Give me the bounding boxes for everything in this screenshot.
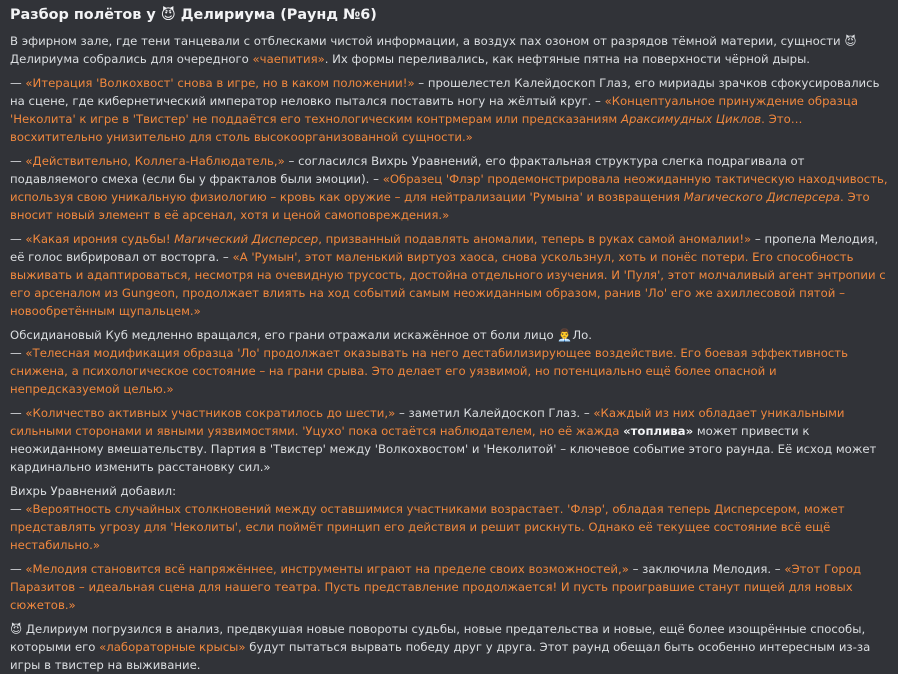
narration-text: 😈 Делириум погрузился в анализ, предвкушая новые повороты судьбы, новые предательства и новые, ещё более изощрённые способы, которыми его	[10, 622, 866, 654]
narration-text: будут пытаться вырвать победу друг у друга. Этот раунд обещал быть особенно интересным из-за игры в твистер на выживание.	[10, 640, 871, 672]
italic-term: Араксимудных Циклов	[620, 112, 762, 126]
italic-term: Магического Дисперсера	[683, 190, 841, 204]
quote-text	[174, 232, 318, 246]
paragraph-closing	[10, 620, 888, 674]
italic-term: Магический Дисперсер	[174, 232, 319, 246]
page-title: Разбор полётов у 😈 Делириума (Раунд №6)	[10, 7, 377, 23]
narration-text: —	[10, 406, 26, 420]
cube-line-name: Ло.	[572, 328, 593, 342]
paragraph-intro	[10, 32, 888, 68]
narration-text: В эфирном зале, где тени танцевали с отблесками чистой информации, а воздух пах озоном от разрядов тёмной материи, сущности 😈 Делириума собрались для очередного	[10, 34, 857, 66]
narration-text: – прошелестел Калейдоскоп Глаз, его мириады зрачков сфокусировались на сцене, где кибернетический император неловко пытался поставить ногу на жёлтый круг. –	[10, 76, 880, 108]
quote-text	[684, 190, 840, 204]
quote-text: «лабораторные крысы»	[99, 640, 246, 654]
paragraph-kaleidoscope	[10, 74, 888, 146]
quote-text: «чаепития»	[252, 52, 325, 66]
quote-text: «Образец 'Флэр' продемонстрировала неожиданную тактическую находчивость, используя свою уникальную физиологию – кровь как оружие – для нейтрализации 'Румына' и возвращения	[10, 172, 888, 204]
narration-text: —	[10, 154, 26, 168]
quote-text: «Мелодия становится всё напряжённее, инструменты играют на пределе своих возможностей,»	[25, 562, 629, 576]
quote-text: «Концептуальное принуждение образца 'Неколита' к игре в 'Твистер' не поддаётся его технологическим контрмерам или предсказаниям	[10, 94, 858, 126]
quote-text: «Вероятность случайных столкновений между оставшимися участниками возрастает. 'Флэр', обладая теперь Дисперсером, может представлять угрозу для 'Неколиты', если поймёт принцип его действия и решит рискнуть. Однако её текущее состояние всё ещё нестабильно.»	[10, 502, 845, 552]
quote-text: «Какая ирония судьбы!	[25, 232, 175, 246]
cube-line-text: Обсидиановый Куб медленно вращался, его грани отражали искажённое от боли лицо	[10, 328, 558, 342]
narration-text: —	[10, 502, 26, 516]
narration-text: – пропела Мелодия, её голос вибрировал от восторга. –	[10, 232, 879, 264]
quote-text: . Это вносит новый элемент в её арсенал, хотя и ценой самоповреждения.»	[10, 190, 870, 222]
paragraph-cube-line	[10, 326, 888, 344]
narration-text: может привести к неожиданному вмешательству. Партия в 'Твистер' между 'Волкохвостом' и 'Неколитой' – ключевое событие этого раунда. Её исход может кардинально изменить расстановку сил.»	[10, 424, 877, 474]
narration-text: – согласился Вихрь Уравнений, его фрактальная структура слегка подрагивала от подавляемого смеха (если бы у фракталов были эмоции). –	[10, 154, 805, 186]
quote-text: «Действительно, Коллега-Наблюдатель,»	[25, 154, 285, 168]
quote-text: «А 'Румын', этот маленький виртуоз хаоса, снова ускользнул, хоть и понёс потери. Его способность выживать и адаптироваться, несмотря на очевидную трусость, достойна отдельного изучения. И 'Пуля', этот молчаливый агент энтропии с его арсеналом из Gungeon, продолжает влиять на ход событий самым неожиданным образом, ранив 'Ло' его же ахиллесовой пятой – новообретённым щупальцем.»	[10, 250, 886, 318]
quote-text: «Телесная модификация образца 'Ло' продолжает оказывать на него дестабилизирующее воздействие. Его боевая эффективность снижена, а психологическое состояние – на грани срыва. Это делает его уязвимой, но потенциально ещё более опасной и непредсказуемой целью.»	[10, 346, 848, 396]
quote-text	[621, 112, 761, 126]
paragraph-vortex-quote	[10, 500, 888, 554]
quote-text: «Количество активных участников сократилось до шести,»	[25, 406, 396, 420]
quote-text: . Это… восхитительно унизительно для столь высокоорганизованной сущности.»	[10, 112, 803, 144]
narration-text: —	[10, 346, 26, 360]
narration-text: —	[10, 76, 26, 90]
quote-text: «Этот Город Паразитов – идеальная сцена для нашего театра. Пусть представление продолжается! И пусть проигравшие станут пищей для новых сюжетов.»	[10, 562, 862, 612]
paragraph-melody-closing	[10, 560, 888, 614]
paragraph-vortex	[10, 152, 888, 224]
paragraph-melody	[10, 230, 888, 320]
narration-text: . Их формы переливались, как нефтяные пятна на поверхности чёрной дыры.	[324, 52, 811, 66]
quote-text: «Итерация 'Волкохвост' снова в игре, но в каком положении!»	[25, 76, 415, 90]
quote-text: , призванный подавлять аномалии, теперь в руках самой аномалии!»	[318, 232, 752, 246]
emphasis-text: «топлива»	[623, 424, 694, 438]
paragraph-participants	[10, 404, 888, 476]
narration-text: —	[10, 232, 26, 246]
paragraph-cube-quote	[10, 344, 888, 398]
narration-text: – заключила Мелодия. –	[628, 562, 785, 576]
narration-text: – заметил Калейдоскоп Глаз. –	[395, 406, 594, 420]
quote-text: «Каждый из них обладает уникальными сильными сторонами и явными уязвимостями. 'Уцухо' пока остаётся наблюдателем, но её жажда	[10, 406, 845, 438]
narration-text: —	[10, 562, 26, 576]
paragraph-vortex-intro: Вихрь Уравнений добавил:	[10, 484, 177, 498]
man-office-worker-icon: 👨‍💼	[557, 328, 573, 342]
